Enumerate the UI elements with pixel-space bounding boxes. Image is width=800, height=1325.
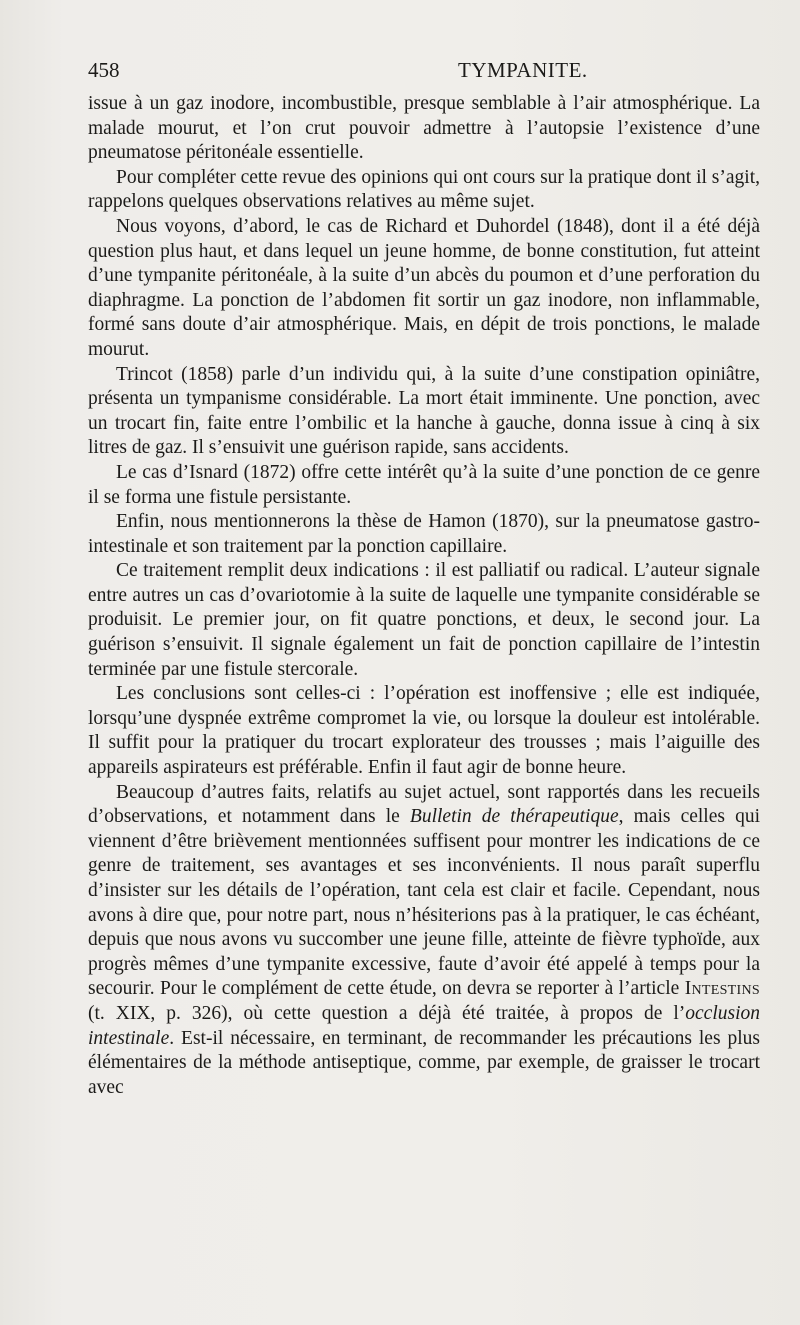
text-run: l’	[673, 1002, 686, 1024]
page-header	[88, 58, 760, 88]
italic-occlusion: occlusion intestinale	[88, 1002, 760, 1049]
page-body	[88, 92, 760, 1100]
running-title: TYMPANITE.	[458, 58, 588, 82]
page-number: 458	[88, 58, 120, 82]
paragraph: Nous voyons, d’abord, le cas de Richard et Duhordel (1848), dont il a été déjà question plus haut, et dans lequel un jeune homme, de bonne constitution, fut atteint d’une tympanite péritonéale, à la suite d’un abcès du poumon et d’une perforation du diaphragme. La ponction de l’abdomen fit sortir un gaz inodore, non inflammable, formé sans doute d’air atmosphérique. Mais, en dépit de trois ponctions, le malade mourut.	[88, 215, 760, 360]
text-run: Beaucoup d’autres faits, relatifs au sujet actuel, sont rapportés dans les recueils d’observations, et notamment dans le	[88, 781, 760, 828]
paragraph: Pour compléter cette revue des opinions qui ont cours sur la pratique dont il s’agit, rappelons quelques observations relatives au même sujet.	[88, 166, 760, 213]
paragraph: Les conclusions sont celles-ci : l’opération est inoffensive ; elle est indiquée, lorsqu’une dyspnée extrême compromet la vie, ou lorsque la douleur est intolérable. Il suffit pour la pratiquer du trocart explorateur des trousses ; mais l’aiguille des appareils aspirateurs est préférable. Enfin il faut agir de bonne heure.	[88, 683, 760, 779]
text-run: . Est-il nécessaire, en terminant, de recommander les précautions les plus élémentaires de la méthode antiseptique, comme, par exemple, de graisser le trocart avec	[88, 1027, 760, 1098]
paragraph: Enfin, nous mentionnerons la thèse de Hamon (1870), sur la pneumatose gastro-intestinale et son traitement par la ponction capillaire.	[88, 511, 760, 557]
cross-reference-intestins: Intestins	[684, 978, 760, 1000]
paragraph: Ce traitement remplit deux indications : il est palliatif ou radical. L’auteur signale entre autres un cas d’ovariotomie à la suite de laquelle une tympanite considérable se produisit. Le premier jour, on fit quatre ponctions, et deux, le second jour. La guérison s’ensuivit. Il signale également un fait de ponction capillaire de l’intestin terminée par une fistule stercorale.	[88, 560, 760, 680]
paragraph-continued: issue à un gaz inodore, incombustible, presque semblable à l’air atmosphérique. La malade mourut, et l’on crut pouvoir admettre à l’autopsie l’existence d’une pneumatose péritonéale essentielle.	[88, 93, 760, 164]
paragraph: Trincot (1858) parle d’un individu qui, à la suite d’une constipation opiniâtre, présenta un tympanisme considérable. La mort était imminente. Une ponction, avec un trocart fin, faite entre l’ombilic et la hanche à gauche, donna issue à cinq à six litres de gaz. Il s’ensuivit une guérison rapide, sans accidents.	[88, 363, 760, 459]
paragraph-final	[88, 781, 760, 1101]
paragraph: Le cas d’Isnard (1872) offre cette intérêt qu’à la suite d’une ponction de ce genre il se forma une fistule persistante.	[88, 461, 760, 508]
italic-title-bulletin: Bulletin de thérapeutique	[409, 806, 619, 828]
text-run: , mais celles qui viennent d’être brièvement mentionnées suffisent pour montrer les indications de ce genre de traitement, ses avantages et ses inconvénients. Il nous paraît superflu d’insister sur les détails de l’opération, tant cela est clair et facile. Cependant, nous avons à dire que, pour notre part, nous n’hésiterions pas à la pratiquer, le cas échéant, depuis que nous avons vu succomber une jeune fille, atteinte de fièvre typhoïde, aux progrès mêmes d’une tympanite excessive, faute d’avoir été appelé à temps pour la secourir. Pour le complément de cette étude, on devra se reporter à l’article	[88, 806, 761, 1000]
text-run: (t. XIX, p. 326), où cette question a déjà été traitée, à propos de	[88, 1002, 674, 1024]
